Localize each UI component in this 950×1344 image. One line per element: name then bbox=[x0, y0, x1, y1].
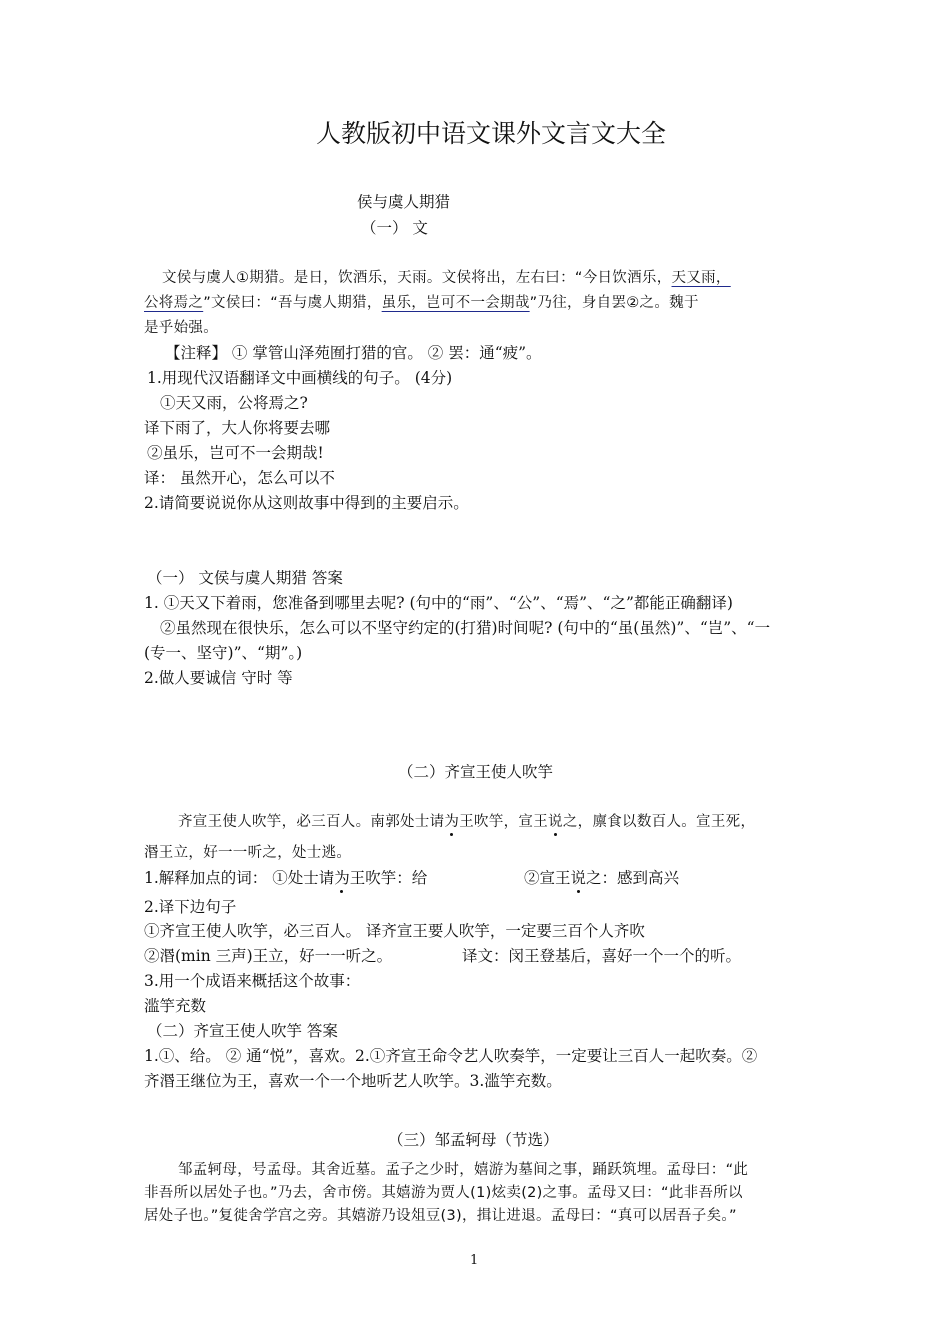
s2-answer-2b: 译文：闵王登基后，喜好一个一个的听。 bbox=[462, 947, 742, 965]
s2-text: 齐宣王使人吹竽，必三百人。南郭处士请 bbox=[178, 814, 445, 830]
a1-title: （一） 文侯与虞人期猎 答案 bbox=[147, 569, 343, 587]
a1-line-2: ②虽然现在很快乐，怎么可以不坚守约定的(打猎)时间呢? (句中的“虽(虽然)”、“岂”、“一 bbox=[160, 619, 771, 637]
section-1-title: 侯与虞人期猎 bbox=[357, 193, 451, 211]
s2-dotted-word: 为 bbox=[334, 869, 350, 887]
s2-text: 之：感到高兴 bbox=[586, 869, 680, 887]
a1-line-1: 1. ①天又下着雨，您准备到哪里去呢? (句中的“雨”、“公”、“焉”、“之”都能正确翻译) bbox=[144, 594, 733, 612]
s2-question-2b: ②湣(min 三声)王立，好一一听之。 bbox=[144, 947, 393, 965]
s2-text: 1.解释加点的词： ①处士请 bbox=[144, 869, 335, 887]
s1-note: 【注释】 ① 掌管山泽苑囿打猎的官。 ② 罢：通“疲”。 bbox=[165, 344, 542, 362]
s2-dotted-word: 说 bbox=[548, 814, 563, 830]
s1-question-1a: ①天又雨，公将焉之? bbox=[160, 394, 308, 412]
s2-question-2a: ①齐宣王使人吹竽，必三百人。 译齐宣王要人吹竽，一定要三百个人齐吹 bbox=[144, 922, 645, 940]
s1-text: 文侯与虞人①期猎。是日，饮酒乐，天雨。文侯将出，左右曰：“今日饮酒乐， bbox=[162, 270, 672, 286]
s1-answer-1b: 译： 虽然开心，怎么可以不 bbox=[144, 469, 335, 487]
s2-text: ②宣王 bbox=[524, 869, 571, 887]
document-title: 人教版初中语文课外文言文大全 bbox=[316, 119, 667, 148]
s2-question-2: 2.译下边句子 bbox=[144, 898, 237, 916]
s2-dotted-word: 说 bbox=[570, 869, 587, 887]
a1-line-4: 2.做人要诚信 守时 等 bbox=[144, 669, 293, 687]
s1-question-1: 1.用现代汉语翻译文中画横线的句子。 (4分) bbox=[147, 369, 453, 387]
s2-question-1-part-2 bbox=[524, 868, 679, 888]
s1-question-2: 2.请简要说说你从这则故事中得到的主要启示。 bbox=[144, 494, 469, 512]
s2-dotted-word: 为 bbox=[444, 814, 460, 830]
s2-text: 之，廪食以数百人。宣王死， bbox=[562, 814, 756, 830]
s2-answer-line-2: 齐湣王继位为王，喜欢一个一个地听艺人吹竽。3.滥竽充数。 bbox=[144, 1072, 562, 1090]
page-number: 1 bbox=[470, 1253, 479, 1268]
s2-text: 王吹竽，宣王 bbox=[459, 814, 549, 830]
section-2-title: （二）齐宣王使人吹竽 bbox=[398, 763, 554, 781]
s1-text: ”文侯曰：“吾与虞人期猎， bbox=[203, 295, 382, 311]
s2-answer-title: （二）齐宣王使人吹竽 答案 bbox=[147, 1022, 338, 1040]
section-3-title: （三）邹孟轲母（节选） bbox=[388, 1131, 559, 1149]
s3-paragraph-line-3: 居处子也。”复徙舍学宫之旁。其嬉游乃设俎豆(3)，揖让进退。孟母曰：“真可以居吾子矣。” bbox=[144, 1208, 737, 1224]
s2-answer-line-1: 1.①、给。 ② 通“悦”，喜欢。2.①齐宣王命令艺人吹奏竽，一定要让三百人一起吹奏。② bbox=[144, 1047, 758, 1065]
s3-paragraph-line-1: 邹孟轲母，号孟母。其舍近墓。孟子之少时，嬉游为墓间之事，踊跃筑埋。孟母曰：“此 bbox=[178, 1162, 749, 1178]
s1-underlined-text: 天又雨， bbox=[671, 270, 731, 286]
s2-question-3: 3.用一个成语来概括这个故事： bbox=[144, 972, 361, 990]
s1-underlined-text: 虽乐，岂可不一会期哉 bbox=[381, 295, 530, 311]
s2-answer-3: 滥竽充数 bbox=[144, 997, 207, 1015]
s1-underlined-text: 公将焉之 bbox=[144, 295, 204, 311]
s1-paragraph-line-1 bbox=[162, 268, 731, 288]
s2-text: 王吹竽：给 bbox=[349, 869, 428, 887]
s1-answer-1a: 译下雨了，大人你将要去哪 bbox=[144, 419, 331, 437]
s1-paragraph-line-2 bbox=[144, 293, 699, 313]
s3-paragraph-line-2: 非吾所以居处子也。”乃去，舍市傍。其嬉游为贾人(1)炫卖(2)之事。孟母又曰：“此非吾所以 bbox=[144, 1185, 743, 1201]
s2-paragraph-line-1 bbox=[178, 812, 755, 832]
s2-question-1 bbox=[144, 868, 427, 888]
section-1-subtitle: （一） 文 bbox=[361, 219, 428, 237]
s1-text: ”乃往，身自罢②之。魏于 bbox=[529, 295, 699, 311]
s2-paragraph-line-2: 湣王立，好一一听之，处士逃。 bbox=[144, 845, 352, 861]
s1-paragraph-line-3: 是乎始强。 bbox=[144, 320, 218, 336]
s1-question-1b: ②虽乐，岂可不一会期哉! bbox=[147, 444, 324, 462]
a1-line-3: (专一、坚守)”、“期”。) bbox=[144, 644, 303, 662]
